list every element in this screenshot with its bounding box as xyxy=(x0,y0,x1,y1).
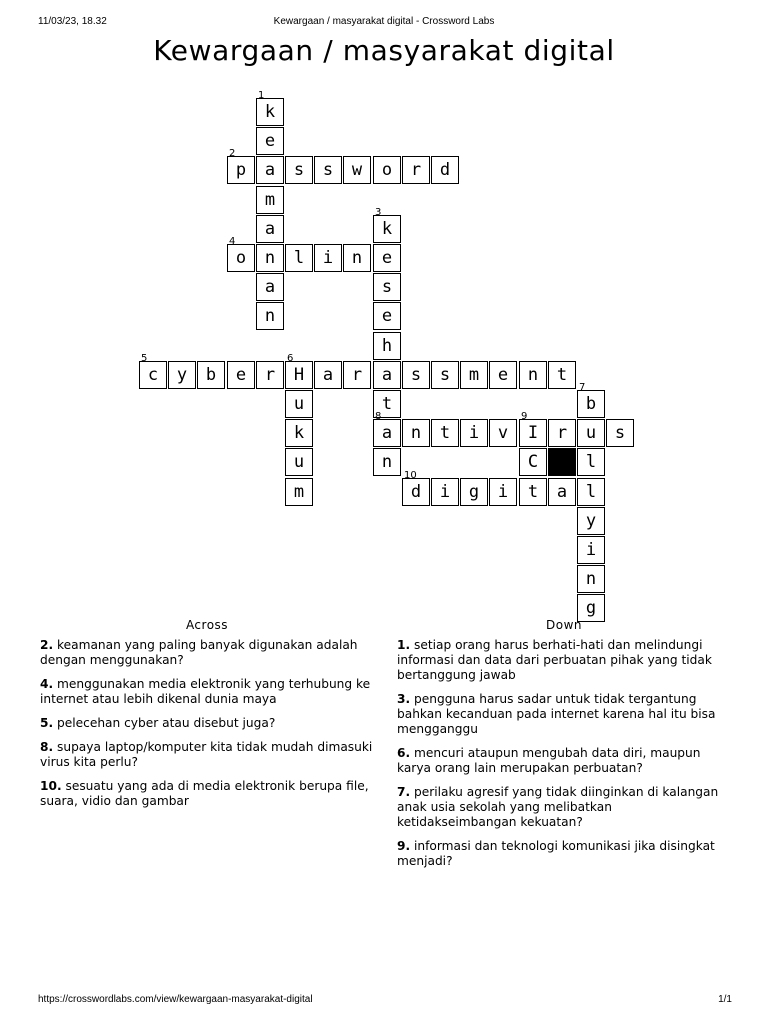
grid-cell[interactable] xyxy=(256,244,284,272)
across-clues xyxy=(40,618,374,818)
down-clue xyxy=(397,746,731,776)
cell-letter: n xyxy=(264,306,276,326)
cell-letter: e xyxy=(381,306,393,326)
grid-cell[interactable] xyxy=(256,215,284,243)
clue-label: 10. xyxy=(40,779,62,793)
grid-cell[interactable] xyxy=(285,419,313,447)
clue-label: 1. xyxy=(397,638,411,652)
clue-text: keamanan yang paling banyak digunakan adalah dengan menggunakan? xyxy=(40,638,358,667)
grid-cell[interactable] xyxy=(519,411,547,447)
clue-number: 8 xyxy=(375,411,382,422)
across-list xyxy=(40,638,374,809)
grid-cell[interactable] xyxy=(256,90,284,126)
grid-cell[interactable] xyxy=(285,448,313,476)
cell-letter: v xyxy=(497,423,509,443)
clue-number: 9 xyxy=(521,411,528,422)
grid-cell[interactable] xyxy=(227,236,255,272)
grid-cell[interactable] xyxy=(489,419,517,447)
grid-cell[interactable] xyxy=(402,470,430,506)
grid-cell[interactable] xyxy=(256,302,284,330)
clue-label: 8. xyxy=(40,740,54,754)
grid-cell[interactable] xyxy=(373,156,401,184)
grid-cell[interactable] xyxy=(168,361,196,389)
cell-letter: y xyxy=(176,365,188,385)
cell-letter: C xyxy=(527,452,539,472)
cell-letter: t xyxy=(381,394,393,414)
cell-letter: n xyxy=(264,248,276,268)
cell-letter: o xyxy=(235,248,247,268)
cell-letter: n xyxy=(351,248,363,268)
cell-letter: r xyxy=(351,365,363,385)
grid-cell[interactable] xyxy=(431,156,459,184)
cell-letter: u xyxy=(293,452,305,472)
grid-cell[interactable] xyxy=(373,273,401,301)
clue-number: 3 xyxy=(375,207,382,218)
down-clue xyxy=(397,638,731,683)
cell-letter: g xyxy=(468,482,480,502)
down-heading: Down xyxy=(545,618,582,632)
down-clue xyxy=(397,692,731,737)
clue-label: 9. xyxy=(397,839,411,853)
clue-number: 10 xyxy=(404,470,417,481)
grid-cell[interactable] xyxy=(285,390,313,418)
grid-cell[interactable] xyxy=(343,156,371,184)
clue-text: setiap orang harus berhati-hati dan melindungi informasi dan data dari perbuatan pihak yang tidak bertanggung jawab xyxy=(397,638,712,682)
cell-letter: r xyxy=(410,160,422,180)
grid-cell[interactable] xyxy=(197,361,225,389)
down-clue xyxy=(397,785,731,830)
grid-cell[interactable] xyxy=(256,127,284,155)
clue-number: 6 xyxy=(287,353,294,364)
grid-cell[interactable] xyxy=(314,244,342,272)
cell-letter: o xyxy=(381,160,393,180)
cell-letter: k xyxy=(381,219,393,239)
cell-letter: n xyxy=(585,569,597,589)
cell-letter: u xyxy=(585,423,597,443)
grid-cell[interactable] xyxy=(227,148,255,184)
grid-cell[interactable] xyxy=(373,332,401,360)
cell-letter: H xyxy=(293,365,305,385)
clue-text: menggunakan media elektronik yang terhubung ke internet atau lebih dikenal dunia maya xyxy=(40,677,371,706)
cell-letter: i xyxy=(322,248,334,268)
grid-cell[interactable] xyxy=(431,361,459,389)
grid-cell[interactable] xyxy=(548,478,576,506)
cell-letter: a xyxy=(381,423,393,443)
grid-cell[interactable] xyxy=(577,536,605,564)
cell-letter: n xyxy=(410,423,422,443)
grid-cell[interactable] xyxy=(548,361,576,389)
cell-letter: t xyxy=(439,423,451,443)
clue-label: 7. xyxy=(397,785,411,799)
cell-letter: s xyxy=(439,365,451,385)
cell-letter: r xyxy=(556,423,568,443)
cell-letter: w xyxy=(351,160,363,180)
print-datetime: 11/03/23, 18.32 xyxy=(38,16,107,27)
cell-letter: l xyxy=(293,248,305,268)
cell-letter: d xyxy=(410,482,422,502)
grid-cell[interactable] xyxy=(402,156,430,184)
blocked-cell xyxy=(548,448,576,476)
cell-letter: a xyxy=(322,365,334,385)
grid-cell[interactable] xyxy=(460,478,488,506)
clue-text: sesuatu yang ada di media elektronik berupa file, suara, vidio dan gambar xyxy=(40,779,369,808)
grid-cell[interactable] xyxy=(577,507,605,535)
print-page-title: Kewargaan / masyarakat digital - Crossword Labs xyxy=(273,16,495,27)
across-clue xyxy=(40,677,374,707)
clue-label: 2. xyxy=(40,638,54,652)
clue-label: 3. xyxy=(397,692,411,706)
grid-cell[interactable] xyxy=(402,361,430,389)
crossword-title: Kewargaan / masyarakat digital xyxy=(153,34,615,67)
clue-text: supaya laptop/komputer kita tidak mudah dimasuki virus kita perlu? xyxy=(40,740,373,769)
grid-cell[interactable] xyxy=(373,244,401,272)
grid-cell[interactable] xyxy=(139,353,167,389)
cell-letter: s xyxy=(322,160,334,180)
cell-letter: e xyxy=(264,131,276,151)
cell-letter: b xyxy=(585,394,597,414)
grid-cell[interactable] xyxy=(373,448,401,476)
grid-cell[interactable] xyxy=(606,419,634,447)
across-clue xyxy=(40,716,374,731)
grid-cell[interactable] xyxy=(577,419,605,447)
grid-cell[interactable] xyxy=(285,478,313,506)
clue-number: 4 xyxy=(229,236,236,247)
cell-letter: h xyxy=(381,336,393,356)
cell-letter: u xyxy=(293,394,305,414)
cell-letter: c xyxy=(147,365,159,385)
grid-cell[interactable] xyxy=(285,244,313,272)
cell-letter: t xyxy=(556,365,568,385)
across-clue xyxy=(40,740,374,770)
clue-label: 6. xyxy=(397,746,411,760)
clue-text: pengguna harus sadar untuk tidak tergantung bahkan kecanduan pada internet karena hal itu bisa mengganggu xyxy=(397,692,716,736)
clue-label: 4. xyxy=(40,677,54,691)
grid-cell[interactable] xyxy=(314,361,342,389)
cell-letter: a xyxy=(264,277,276,297)
grid-cell[interactable] xyxy=(577,565,605,593)
cell-letter: l xyxy=(585,452,597,472)
cell-letter: i xyxy=(439,482,451,502)
cell-letter: b xyxy=(205,365,217,385)
grid-cell[interactable] xyxy=(402,419,430,447)
grid-cell[interactable] xyxy=(256,361,284,389)
grid-cell[interactable] xyxy=(373,411,401,447)
page-number: 1/1 xyxy=(718,994,732,1005)
cell-letter: n xyxy=(527,365,539,385)
cell-letter: s xyxy=(293,160,305,180)
grid-cell[interactable] xyxy=(343,244,371,272)
across-clue xyxy=(40,638,374,668)
across-clue xyxy=(40,779,374,809)
cell-letter: r xyxy=(264,365,276,385)
grid-cell[interactable] xyxy=(256,186,284,214)
cell-letter: n xyxy=(381,452,393,472)
grid-cell[interactable] xyxy=(460,419,488,447)
clue-text: informasi dan teknologi komunikasi jika disingkat menjadi? xyxy=(397,839,715,868)
cell-letter: m xyxy=(468,365,480,385)
grid-cell[interactable] xyxy=(373,302,401,330)
cell-letter: m xyxy=(264,190,276,210)
grid-cell[interactable] xyxy=(577,448,605,476)
cell-letter: s xyxy=(381,277,393,297)
grid-cell[interactable] xyxy=(227,361,255,389)
grid-cell[interactable] xyxy=(343,361,371,389)
grid-cell[interactable] xyxy=(285,353,313,389)
grid-cell[interactable] xyxy=(489,478,517,506)
cell-letter: k xyxy=(264,102,276,122)
cell-letter: d xyxy=(439,160,451,180)
cell-letter: i xyxy=(468,423,480,443)
cell-letter: i xyxy=(497,482,509,502)
cell-letter: k xyxy=(293,423,305,443)
across-heading: Across xyxy=(185,618,229,632)
cell-letter: m xyxy=(293,482,305,502)
cell-letter: a xyxy=(556,482,568,502)
grid-cell[interactable] xyxy=(489,361,517,389)
clue-text: mencuri ataupun mengubah data diri, maupun karya orang lain merupakan perbuatan? xyxy=(397,746,701,775)
cell-letter: s xyxy=(410,365,422,385)
grid-cell[interactable] xyxy=(256,273,284,301)
clue-label: 5. xyxy=(40,716,54,730)
cell-letter: p xyxy=(235,160,247,180)
cell-letter: i xyxy=(585,540,597,560)
cell-letter: g xyxy=(585,598,597,618)
grid-cell[interactable] xyxy=(431,419,459,447)
down-list xyxy=(397,638,731,869)
cell-letter: I xyxy=(527,423,539,443)
clue-number: 7 xyxy=(579,382,586,393)
cell-letter: e xyxy=(497,365,509,385)
grid-cell[interactable] xyxy=(519,448,547,476)
cell-letter: t xyxy=(527,482,539,502)
cell-letter: a xyxy=(381,365,393,385)
down-clue xyxy=(397,839,731,869)
cell-letter: y xyxy=(585,511,597,531)
grid-cell[interactable] xyxy=(373,361,401,389)
down-clues xyxy=(397,618,731,878)
grid-cell[interactable] xyxy=(548,419,576,447)
grid-cell[interactable] xyxy=(314,156,342,184)
clue-text: pelecehan cyber atau disebut juga? xyxy=(53,716,276,730)
clue-number: 5 xyxy=(141,353,148,364)
grid-cell[interactable] xyxy=(460,361,488,389)
grid-cell[interactable] xyxy=(519,478,547,506)
grid-cell[interactable] xyxy=(577,478,605,506)
cell-letter: e xyxy=(235,365,247,385)
clue-number: 2 xyxy=(229,148,236,159)
cell-letter: l xyxy=(585,482,597,502)
grid-cell[interactable] xyxy=(431,478,459,506)
page-url: https://crosswordlabs.com/view/kewargaan-masyarakat-digital xyxy=(38,994,313,1005)
grid-cell[interactable] xyxy=(285,156,313,184)
clue-number: 1 xyxy=(258,90,265,101)
cell-letter: e xyxy=(381,248,393,268)
clue-text: perilaku agresif yang tidak diinginkan di kalangan anak usia sekolah yang melibatkan ketidakseimbangan kekuatan? xyxy=(397,785,719,829)
grid-cell[interactable] xyxy=(373,207,401,243)
grid-cell[interactable] xyxy=(577,382,605,418)
cell-letter: s xyxy=(614,423,626,443)
grid-cell[interactable] xyxy=(256,156,284,184)
cell-letter: a xyxy=(264,160,276,180)
cell-letter: a xyxy=(264,219,276,239)
grid-cell[interactable] xyxy=(519,361,547,389)
